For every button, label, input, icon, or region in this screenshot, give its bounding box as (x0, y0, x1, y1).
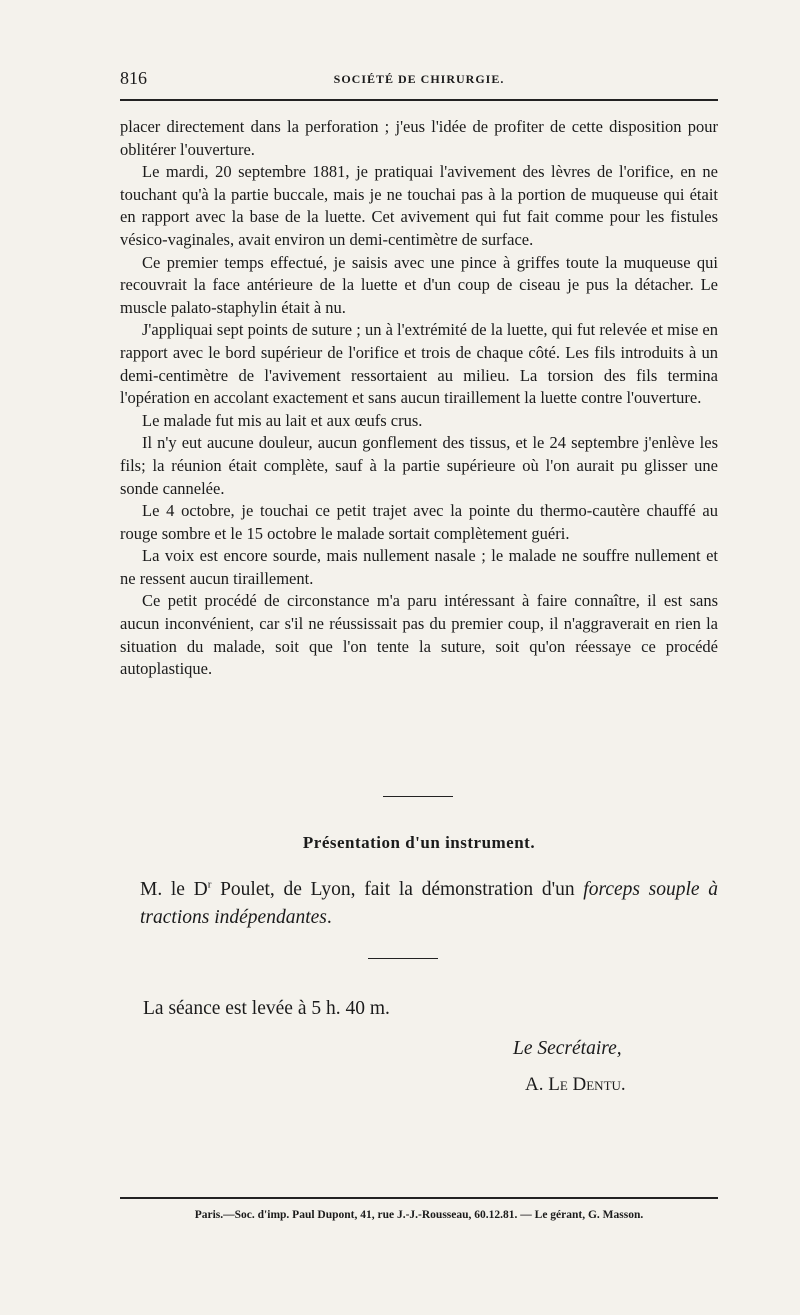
running-title: SOCIÉTÉ DE CHIRURGIE. (333, 72, 505, 86)
paragraph: placer directement dans la perforation ; j'eus l'idée de profiter de cette disposition pour oblitérer l'ouverture. (120, 117, 718, 159)
printer-imprint: Paris.—Soc. d'imp. Paul Dupont, 41, rue J.-J.-Rousseau, 60.12.81. — Le gérant, G. Masson. (194, 1209, 644, 1221)
header-rule (120, 99, 718, 101)
paragraph: Ce premier temps effectué, je saisis avec une pince à griffes toute la muqueuse qui recouvrait la face antérieure de la luette et d'un coup de ciseau je pus la détacher. Le muscle palato-staphylin était à nu. (120, 252, 718, 317)
page-number: 816 (120, 68, 147, 88)
paragraph: Le malade fut mis au lait et aux œufs crus. (142, 410, 423, 430)
presentation-text-prefix: M. le D (140, 879, 208, 900)
presentation-text-middle: Poulet, de Lyon, fait la démonstration d'un (211, 879, 584, 900)
section-heading: Présentation d'un instrument. (302, 833, 536, 852)
presentation-paragraph (140, 876, 718, 932)
signatory-title: Le Secrétaire, (513, 1038, 622, 1059)
presentation-text-suffix: . (326, 907, 332, 928)
footer-rule (120, 1197, 718, 1199)
paragraph: Il n'y eut aucune douleur, aucun gonflement des tissus, et le 24 septembre j'enlève les fils; la réunion était complète, sauf à la partie supérieure où l'on aurait pu glisser une sonde cannelée. (120, 433, 718, 498)
paragraph: La voix est encore sourde, mais nullement nasale ; le malade ne souffre nullement et ne ressent aucun tiraillement. (120, 546, 718, 588)
paragraph: Le 4 octobre, je touchai ce petit trajet avec la pointe du thermo-cautère chauffé au rouge sombre et le 15 octobre le malade sortait complètement guéri. (120, 501, 718, 543)
signatory-name: A. Le Dentu. (525, 1074, 626, 1095)
paragraph: J'appliquai sept points de suture ; un à l'extrémité de la luette, qui fut relevée et mise en rapport avec le bord supérieur de l'orifice et trois de chaque côté. Les fils introduits à un demi-centimètre de l'avivement ressortaient au milieu. La torsion des fils termina l'opération en accolant exactement et sans aucun tiraillement la luette contre l'ouverture. (120, 320, 718, 408)
instrument-name: forceps souple à tractions indépendantes (140, 879, 718, 928)
paragraph: Ce petit procédé de circonstance m'a paru intéressant à faire connaître, il est sans aucun inconvénient, car s'il ne réussissait pas du premier coup, il n'aggraverait en rien la situation du malade, soit que l'on tente la suture, soit qu'on réessaye ce procédé autoplastique. (120, 591, 718, 679)
body-text (120, 116, 718, 681)
paragraph: Le mardi, 20 septembre 1881, je pratiquai l'avivement des lèvres de l'orifice, en ne touchant qu'à la partie buccale, mais je ne touchai pas à la portion de muqueuse qui était en rapport avec la base de la luette. Cet avivement qui fut fait comme pour les fistules vésico-vaginales, avait environ un demi-centimètre de surface. (120, 162, 718, 249)
presentation-superscript: r (207, 878, 212, 891)
page-header (120, 68, 718, 94)
adjournment-line: La séance est levée à 5 h. 40 m. (143, 998, 390, 1019)
section-divider (383, 796, 453, 797)
section-divider (368, 958, 438, 959)
